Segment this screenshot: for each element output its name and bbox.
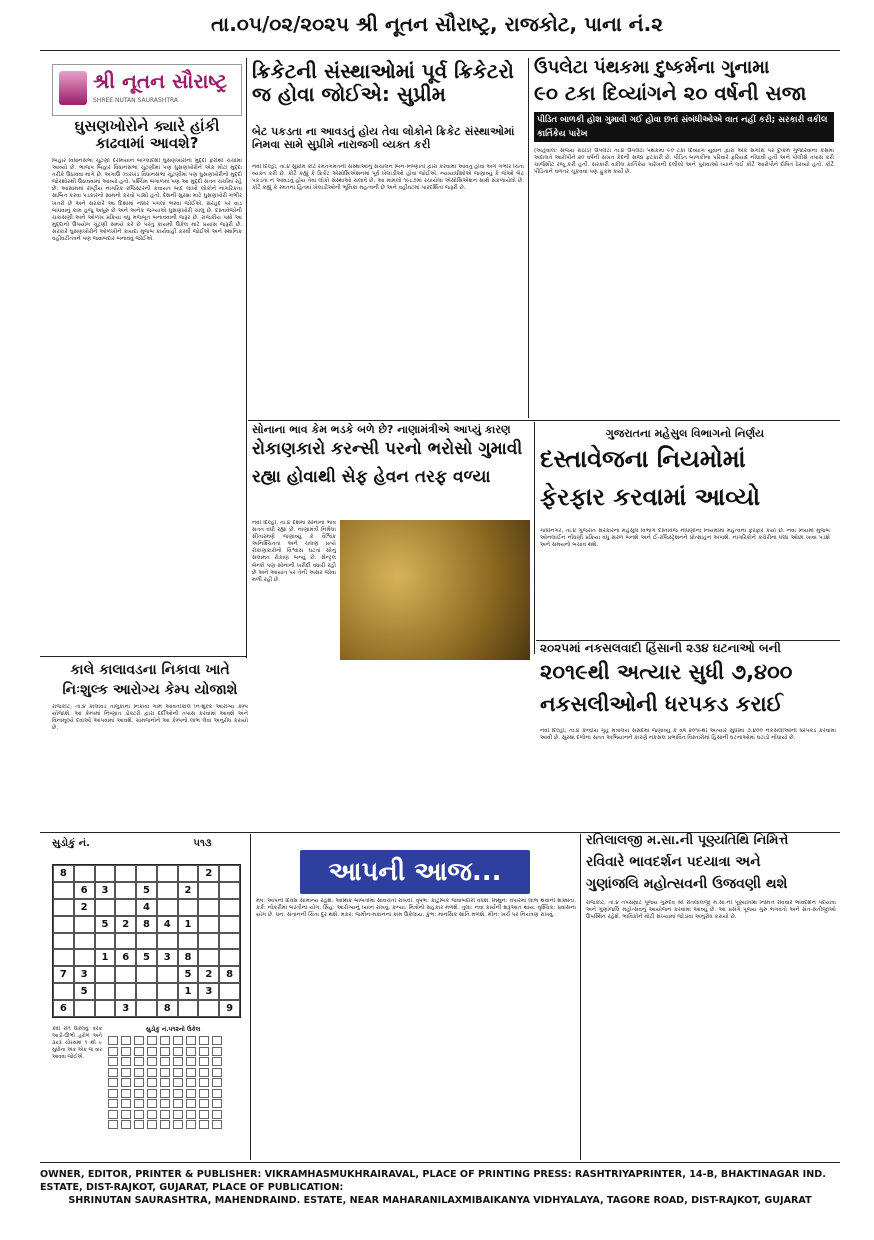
solution-cell	[173, 1089, 183, 1098]
solution-cell	[108, 1078, 118, 1087]
section-rule	[248, 420, 840, 421]
sudoku-cell	[53, 882, 74, 899]
sudoku-cell	[157, 899, 178, 916]
header-rule	[40, 50, 840, 51]
masthead-name: શ્રી નૂતન સૌરાષ્ટ્ર	[93, 69, 228, 93]
ratilal-headline-1: રતિલાલજી મ.સા.ની પૂણ્યતિથિ નિમિત્તે	[586, 833, 789, 848]
solution-cell	[173, 1099, 183, 1108]
sudoku-grid	[52, 864, 241, 1018]
sudoku-cell: 8	[53, 865, 74, 882]
solution-cell	[134, 1057, 144, 1066]
gold-headline-2: રહ્યા હોવાથી સેફ હેવન તરફ વળ્યા	[252, 467, 491, 487]
solution-cell	[147, 1047, 157, 1056]
solution-cell	[134, 1120, 144, 1129]
solution-cell	[134, 1089, 144, 1098]
ratilal-body: રાજકોટ, તા.૪ તપસમ્રાટ પૂજ્ય ગુરુદેવ શ્રી રતિલાલજી મ.સા.ની પૂણ્યતિથિ નિમિત્તે રવિવારે ભાવદર્શન પદયાત્રા અને ગુણાંજલિ મહોત્સવનું આયોજન કરવામાં આવ્યું છે. આ પ્રસંગે પૂજ્ય ગુરુ ભગવંતો અને સંત-સતીજીઓ ઉપસ્થિત રહેશે. ભાવિકોને મોટી સંખ્યામાં જોડાવા અનુરોધ કરાયો છે.	[586, 900, 836, 921]
sudoku-cell: 3	[74, 966, 95, 983]
solution-cell	[186, 1120, 196, 1129]
sudoku-cell	[115, 966, 136, 983]
sudoku-cell	[157, 865, 178, 882]
camp-body: રાજકોટ, તા.૪ કાલાવડ તાલુકાના નિકાવા ગામે આવતીકાલે નિઃશુલ્ક આરોગ્ય કેમ્પ યોજાશે. આ કેમ્પમાં નિષ્ણાત ડોક્ટરો દ્વારા દર્દીઓની તપાસ કરવામાં આવશે અને વિનામૂલ્યે દવાઓ આપવામાં આવશે. ગ્રામજનોને આ કેમ્પનો લાભ લેવા અનુરોધ કરાયો છે.	[52, 704, 248, 732]
solution-cell	[199, 1120, 209, 1129]
sudoku-cell	[95, 933, 116, 950]
gold-body: નવી દિલ્હી, તા.૪ દેશમાં સોનાના ભાવ સતત વધી રહ્યા છે. નાણામંત્રી નિર્મલા સીતારમણે જણાવ્યું કે વૈશ્વિક અનિશ્ચિતતા અને ચલણ પ્રત્યે રોકાણકારોનો વિશ્વાસ ઘટતાં સોનું સલામત રોકાણ બન્યું છે. સેન્ટ્રલ બેન્કો પણ સોનાની ખરીદી વધારી રહી છે અને આયાત પર તેની અસર જોવા મળી રહી છે.	[252, 520, 336, 583]
solution-cell	[199, 1089, 209, 1098]
naxal-headline-2: નકસલીઓની ધરપકડ કરાઈ	[540, 692, 783, 716]
gold-headline-1: રોકાણકારો કરન્સી પરનો ભરોસો ગુમાવી	[252, 439, 523, 459]
sudoku-cell: 5	[178, 966, 199, 983]
solution-cell	[121, 1047, 131, 1056]
sudoku-cell: 3	[115, 1000, 136, 1017]
sudoku-instructions: કેવી રીતે ઉકેલવું: દરેક આડી-ઊભી હરોળ અને ૩x૩ ચોરસમાં ૧ થી ૯ સુધીના અંક એક જ વાર આવવા જોઈએ.	[52, 1026, 102, 1061]
naxal-headline-1: ૨૦૧૯થી અત્યાર સુધી ૭,૪૦૦	[540, 660, 793, 684]
sudoku-cell: 5	[136, 949, 157, 966]
solution-cell	[199, 1099, 209, 1108]
sudoku-cell	[198, 1000, 219, 1017]
sudoku-cell	[115, 882, 136, 899]
camp-headline-1: કાલે કાલાવડના નિકાવા ખાતે	[70, 662, 230, 678]
solution-cell	[147, 1120, 157, 1129]
sudoku-cell	[219, 882, 240, 899]
gold-kicker: સોનાના ભાવ કેમ ભડકે બળે છે? નાણામંત્રીએ આપ્યું કારણ	[252, 423, 511, 436]
upleta-headline-2: ૯૦ ટકા દિવ્યાંગને ૨૦ વર્ષની સજા	[534, 81, 807, 105]
sudoku-cell	[178, 1000, 199, 1017]
sudoku-cell	[53, 899, 74, 916]
ratilal-headline-2: રવિવારે ભાવદર્શન પદયાત્રા અને	[586, 854, 761, 870]
sudoku-cell	[115, 865, 136, 882]
sudoku-cell	[198, 916, 219, 933]
sudoku-cell	[95, 865, 116, 882]
solution-cell	[199, 1068, 209, 1077]
sudoku-cell: 8	[157, 1000, 178, 1017]
newspaper-logo-icon	[59, 71, 87, 105]
solution-cell	[134, 1036, 144, 1045]
solution-cell	[160, 1036, 170, 1045]
solution-cell	[134, 1078, 144, 1087]
solution-cell	[121, 1110, 131, 1119]
sudoku-cell: 2	[198, 966, 219, 983]
sudoku-cell	[74, 1000, 95, 1017]
horoscope-title-box	[300, 850, 530, 894]
solution-cell	[212, 1047, 222, 1056]
sudoku-cell: 9	[219, 1000, 240, 1017]
sudoku-cell: 5	[136, 882, 157, 899]
solution-cell	[160, 1120, 170, 1129]
solution-cell	[212, 1089, 222, 1098]
solution-cell	[173, 1036, 183, 1045]
sudoku-cell	[198, 949, 219, 966]
solution-cell	[134, 1068, 144, 1077]
sudoku-cell	[219, 949, 240, 966]
solution-cell	[212, 1099, 222, 1108]
editorial-body: બિહાર વિધાનસભા ચૂંટણી દરમિયાન બાંગ્લાદેશી ઘુસણખોરોનો મુદ્દો ફરીથી ચર્ચામાં આવ્યો છે. ભાજપ બિહાર વિધાનસભા ચૂંટણીમાં પણ ઘુસણખોરોને એક મોટા મુદ્દા તરીકે ઉઠાવવા માંગે છે. અગાઉ ઝારખંડ વિધાનસભા ચૂંટણીમાં પણ ઘુસણખોરીનો મુદ્દો જોરશોરથી ઉઠાવવામાં આવ્યો હતો. પશ્ચિમ બંગાળમાં પણ આ મુદ્દો સતત ચર્ચામાં રહે છે. આસામમાં રાષ્ટ્રીય નાગરિક રજિસ્ટરની કવાયત બાદ લાખો લોકોને નાગરિકતા સાબિત કરવા પડકારનો સામનો કરવો પડ્યો હતો. દેશની સુરક્ષા માટે ઘુસણખોરી ગંભીર ખતરો છે અને સરકારે આ દિશામાં નક્કર પગલાં ભરવા જોઈએ. સરહદ પર વાડ બાંધવાનું કામ હજુ અધૂરું છે અને અનેક જગ્યાએ ઘુસણખોરી ચાલુ છે. દસ્તાવેજોની ચકાસણી અને ઓળખ પ્રક્રિયા વધુ મજબૂત બનાવવાની જરૂર છે. રાજકીય પક્ષો આ મુદ્દાનો ઉપયોગ ચૂંટણી સમયે કરે છે પરંતુ કાયમી ઉકેલ માટે પ્રયાસ જરૂરી છે. સરકારે ઘુસણખોરોને ઓળખીને કાયદા મુજબ કાર્યવાહી કરવી જોઈએ અને સ્થાનિક વહીવટીતંત્રને પણ જવાબદાર બનાવવું જોઈએ.	[52, 158, 242, 243]
sudoku-cell: 3	[198, 983, 219, 1000]
naxal-body: નવી દિલ્હી, તા.૪ કેન્દ્રીય ગૃહ મંત્રાલયે સંસદમાં જણાવ્યું કે વર્ષ ૨૦૧૯થી અત્યાર સુધીમાં ૭,૪૦૦ નકસલીઓની ધરપકડ કરવામાં આવી છે. સુરક્ષા દળોના સતત અભિયાનને કારણે નકસલ પ્રભાવિત વિસ્તારોમાં હિંસાની ઘટનાઓમાં ઘટાડો નોંધાયો છે.	[540, 728, 836, 742]
sudoku-panel	[52, 838, 248, 1156]
solution-cell	[199, 1047, 209, 1056]
naxal-kicker: ૨૦૨૫માં નકસલવાદી હિંસાની ૨૩૪ ઘટનાઓ બની	[540, 641, 781, 655]
sudoku-cell: 2	[74, 899, 95, 916]
sudoku-cell: 5	[95, 916, 116, 933]
cricket-body: નવી દિલ્હી, તા.૪ સુપ્રીમ કોર્ટે રમતગમતની સંસ્થાઓનું સંચાલન બિન-નિષ્ણાતો દ્વારા કરવામાં આવતું હોવા અંગે ગંભીર ચિંતા વ્યક્ત કરી છે. કોર્ટે કહ્યું કે ક્રિકેટ એસોસિએશનમાં પૂર્વ ખેલાડીઓ હોવા જોઈએ. ન્યાયાધીશોએ જણાવ્યું કે જેઓ બેટ પકડતા ન આવડતું હોય તેવા લોકો સંસ્થાઓ ચલાવે છે. આ મામલો ૧૯૮૭માં રચાયેલા એસોસિએશન સાથે સંકળાયેલો છે. કોર્ટે કહ્યું કે રમતના હિતમાં ખેલાડીઓની ભૂમિકા મહત્વની છે અને વહીવટમાં પારદર્શિતા જરૂરી છે.	[252, 164, 524, 192]
sudoku-cell: 2	[115, 916, 136, 933]
camp-headline-2: નિઃશુલ્ક આરોગ્ય કેમ્પ યોજાશે	[62, 682, 238, 698]
sudoku-cell	[74, 916, 95, 933]
sudoku-cell: 5	[74, 983, 95, 1000]
sudoku-cell	[178, 899, 199, 916]
solution-cell	[160, 1110, 170, 1119]
cricket-subheadline: બેટ પકડતા ના આવડતું હોય તેવા લોકોને ક્રિકેટ સંસ્થાઓમાં નિમવા સામે સુપ્રીમે નારાજગી વ્યક્ત કરી	[252, 125, 515, 151]
page-dateline: તા.૦૫/૦૨/૨૦૨૫ શ્રી નૂતન સૌરાષ્ટ્ર, રાજકોટ, પાના નં.૨	[211, 12, 663, 36]
sudoku-cell	[74, 933, 95, 950]
solution-cell	[186, 1078, 196, 1087]
horoscope-title: આપની આજ...	[328, 857, 502, 887]
sudoku-cell	[157, 966, 178, 983]
solution-cell	[121, 1078, 131, 1087]
upleta-body: (અહેવાલ: સંજય રાઠોડ) ઉપલેટા તા.૪ ઉપલેટા પંથકમાં ૯૦ ટકા દિવ્યાંગ યુવાન દ્વારા એક સગીરા પર દુષ્કર્મ ગુજારવાના કેસમાં અદાલતે આરોપીને ૨૦ વર્ષની સખત કેદની સજા ફટકારી છે. પીડિત બાળકીના પરિવારે ફરિયાદ નોંધાવી હતી અને પોલીસે તપાસ કરી ચાર્જશીટ રજૂ કરી હતી. સરકારી વકીલ કાર્તિકેય પારેખની દલીલો અને પુરાવાઓ ધ્યાને લઈ કોર્ટે આરોપીને દોષિત ઠેરવ્યો હતો. કોર્ટે પીડિતાને વળતર ચૂકવવા પણ હુકમ કર્યો છે.	[534, 148, 834, 176]
sudoku-cell	[157, 882, 178, 899]
sudoku-cell	[95, 899, 116, 916]
solution-cell	[212, 1120, 222, 1129]
sudoku-cell	[115, 899, 136, 916]
sudoku-cell: 8	[136, 916, 157, 933]
sudoku-cell: 2	[198, 865, 219, 882]
masthead	[52, 64, 242, 116]
solution-cell	[160, 1099, 170, 1108]
sudoku-cell	[219, 933, 240, 950]
solution-cell	[173, 1068, 183, 1077]
sudoku-cell	[178, 865, 199, 882]
sudoku-cell: 6	[53, 1000, 74, 1017]
solution-cell	[108, 1068, 118, 1077]
masthead-sub: SHREE NUTAN SAURASHTRA	[93, 97, 179, 104]
solution-cell	[212, 1110, 222, 1119]
solution-cell	[108, 1110, 118, 1119]
solution-cell	[121, 1089, 131, 1098]
solution-cell	[199, 1110, 209, 1119]
solution-cell	[173, 1078, 183, 1087]
solution-cell	[108, 1036, 118, 1045]
solution-cell	[173, 1110, 183, 1119]
upleta-headline-1: ઉપલેટા પંથકમા દુષ્કર્મના ગુનામા	[534, 57, 770, 78]
sudoku-cell: 6	[115, 949, 136, 966]
solution-cell	[212, 1078, 222, 1087]
sudoku-cell	[219, 899, 240, 916]
sudoku-cell	[53, 949, 74, 966]
solution-cell	[147, 1068, 157, 1077]
sudoku-cell	[136, 933, 157, 950]
sudoku-cell: 8	[219, 966, 240, 983]
solution-cell	[199, 1078, 209, 1087]
imprint-line-2: SHRINUTAN SAURASHTRA, MAHENDRAIND. ESTATE, NEAR MAHARANILAXMIBAIKANYA VIDHYALAYA, TAGORE ROAD, DIST-RAJKOT, GUJARAT	[68, 1195, 812, 1206]
sudoku-cell	[136, 865, 157, 882]
solution-cell	[147, 1099, 157, 1108]
solution-cell	[160, 1068, 170, 1077]
solution-cell	[186, 1068, 196, 1077]
sudoku-cell: 4	[157, 916, 178, 933]
sudoku-cell	[115, 983, 136, 1000]
solution-cell	[160, 1089, 170, 1098]
sudoku-cell	[157, 933, 178, 950]
sudoku-cell	[95, 1000, 116, 1017]
sudoku-cell	[198, 899, 219, 916]
gold-jewelry-photo	[340, 520, 530, 660]
solution-cell	[199, 1057, 209, 1066]
upleta-sub-banner	[534, 112, 834, 142]
solution-cell	[108, 1120, 118, 1129]
horoscope-body: મેષ: આપનો દિવસ સામાન્ય રહેશે. આર્થિક બાબતોમાં સાવચેતી રાખવી. વૃષભ: કૌટુંબિક જવાબદારી વધશે. મિથુન: વેપારમાં લાભ થવાની શક્યતા. કર્ક: નોકરીમાં બઢતીના યોગ. સિંહ: આરોગ્યનું ધ્યાન રાખવું. કન્યા: મિત્રોનો સહકાર મળશે. તુલા: નવા કાર્યની શરૂઆત થાય. વૃશ્ચિક: પ્રવાસના યોગ છે. ધન: સંતાનની ચિંતા દૂર થશે. મકર: જમીન-મકાનના કામ ઉકેલાય. કુંભ: માનસિક શાંતિ મળશે. મીન: ખર્ચ પર નિયંત્રણ રાખવું.	[256, 898, 576, 919]
sudoku-solution-grid	[108, 1034, 238, 1134]
solution-cell	[186, 1099, 196, 1108]
sudoku-cell	[53, 983, 74, 1000]
solution-cell	[108, 1057, 118, 1066]
solution-cell	[121, 1036, 131, 1045]
sudoku-cell	[136, 983, 157, 1000]
solution-cell	[173, 1057, 183, 1066]
sudoku-cell	[74, 865, 95, 882]
sudoku-cell	[136, 1000, 157, 1017]
solution-cell	[147, 1089, 157, 1098]
solution-cell	[134, 1110, 144, 1119]
solution-cell	[121, 1120, 131, 1129]
sudoku-cell	[53, 933, 74, 950]
solution-cell	[173, 1120, 183, 1129]
sudoku-title: સુડોકું નં.	[52, 838, 90, 849]
solution-cell	[134, 1099, 144, 1108]
solution-cell	[121, 1099, 131, 1108]
sudoku-cell	[219, 865, 240, 882]
column-divider	[246, 58, 247, 658]
solution-cell	[212, 1036, 222, 1045]
solution-cell	[160, 1078, 170, 1087]
editorial-headline: ઘુસણખોરોને ક્યારે હાંકી કાઢવામાં આવશે?	[74, 117, 220, 153]
gujarat-headline-2: ફેરફાર કરવામાં આવ્યો	[540, 483, 761, 511]
solution-cell	[186, 1047, 196, 1056]
solution-cell	[134, 1047, 144, 1056]
sudoku-cell	[115, 933, 136, 950]
solution-cell	[199, 1036, 209, 1045]
upleta-subheadline: પીડિત બાળકી હોશ ગુમાવી ગઈ હોવા છતાં સંબંધીઓએ વાત નહીં કરી; સરકારી વકીલ કાર્તિકેય પારેખ	[537, 115, 828, 139]
column-divider	[580, 834, 581, 1160]
sudoku-cell	[95, 966, 116, 983]
sudoku-cell: 3	[157, 949, 178, 966]
solution-cell	[147, 1057, 157, 1066]
solution-cell	[186, 1110, 196, 1119]
sudoku-solution-title: સુડોકું નં.૫૧૨નો ઉકેલ	[145, 1026, 201, 1033]
sudoku-cell	[95, 983, 116, 1000]
gujarat-headline-1: દસ્તાવેજના નિયમોમાં	[540, 445, 746, 473]
solution-cell	[160, 1057, 170, 1066]
solution-cell	[147, 1078, 157, 1087]
imprint-line-1: OWNER, EDITOR, PRINTER & PUBLISHER: VIKRAMHASMUKHRAIRAVAL, PLACE OF PRINTING PRESS: RASHTRIYAPRINTER, 14-B, BHAKTINAGAR IND. ESTATE, DIST-RAJKOT, GUJARAT, PLACE OF PUBLICATION:	[40, 1169, 826, 1193]
gujarat-body: ગાંધીનગર, તા.૪ ગુજરાત સરકારના મહેસુલ વિભાગે દસ્તાવેજ નોંધણીના નિયમોમાં મહત્વના ફેરફાર કર્યા છે. નવા નિયમો મુજબ ઓનલાઈન નોંધણી પ્રક્રિયા વધુ સરળ બનશે અને ઈ-રજિસ્ટ્રેશનને પ્રોત્સાહન અપાશે. નાગરિકોને કચેરીના ધક્કા ઓછા ખાવા પડશે અને સમયનો બચાવ થશે.	[540, 528, 830, 549]
sudoku-cell	[198, 933, 219, 950]
sudoku-cell: 1	[178, 916, 199, 933]
solution-cell	[212, 1057, 222, 1066]
solution-cell	[212, 1068, 222, 1077]
column-divider	[250, 834, 251, 1160]
sudoku-cell: 4	[136, 899, 157, 916]
sudoku-cell	[219, 916, 240, 933]
solution-cell	[186, 1089, 196, 1098]
sudoku-cell	[136, 966, 157, 983]
solution-cell	[108, 1089, 118, 1098]
sudoku-cell: 6	[74, 882, 95, 899]
sudoku-cell	[198, 882, 219, 899]
sudoku-cell: 1	[178, 983, 199, 1000]
footer-rule	[40, 1162, 840, 1163]
sudoku-cell: 8	[178, 949, 199, 966]
imprint-footer	[40, 1168, 840, 1207]
solution-cell	[186, 1036, 196, 1045]
cricket-headline: ક્રિકેટની સંસ્થાઓમાં પૂર્વ ક્રિકેટરો જ હોવા જોઈએ: સુપ્રીમ	[252, 59, 514, 106]
solution-cell	[160, 1047, 170, 1056]
column-divider	[528, 58, 529, 418]
gujarat-kicker: ગુજરાતના મહેસુલ વિભાગનો નિર્ણય	[605, 427, 765, 440]
sudoku-number: ૫૧૩	[193, 838, 212, 849]
sudoku-cell: 1	[95, 949, 116, 966]
ratilal-headline-3: ગુણાંજલિ મહોત્સવની ઉજવણી થશે	[586, 876, 788, 892]
column-divider	[534, 422, 535, 654]
solution-cell	[147, 1110, 157, 1119]
sudoku-cell	[74, 949, 95, 966]
section-rule	[40, 656, 246, 657]
solution-cell	[121, 1057, 131, 1066]
solution-cell	[147, 1036, 157, 1045]
solution-cell	[186, 1057, 196, 1066]
solution-cell	[108, 1047, 118, 1056]
sudoku-cell: 7	[53, 966, 74, 983]
sudoku-cell	[178, 933, 199, 950]
solution-cell	[108, 1099, 118, 1108]
sudoku-cell: 2	[178, 882, 199, 899]
sudoku-cell: 3	[95, 882, 116, 899]
solution-cell	[173, 1047, 183, 1056]
sudoku-cell	[53, 916, 74, 933]
solution-cell	[121, 1068, 131, 1077]
sudoku-cell	[157, 983, 178, 1000]
sudoku-cell	[219, 983, 240, 1000]
